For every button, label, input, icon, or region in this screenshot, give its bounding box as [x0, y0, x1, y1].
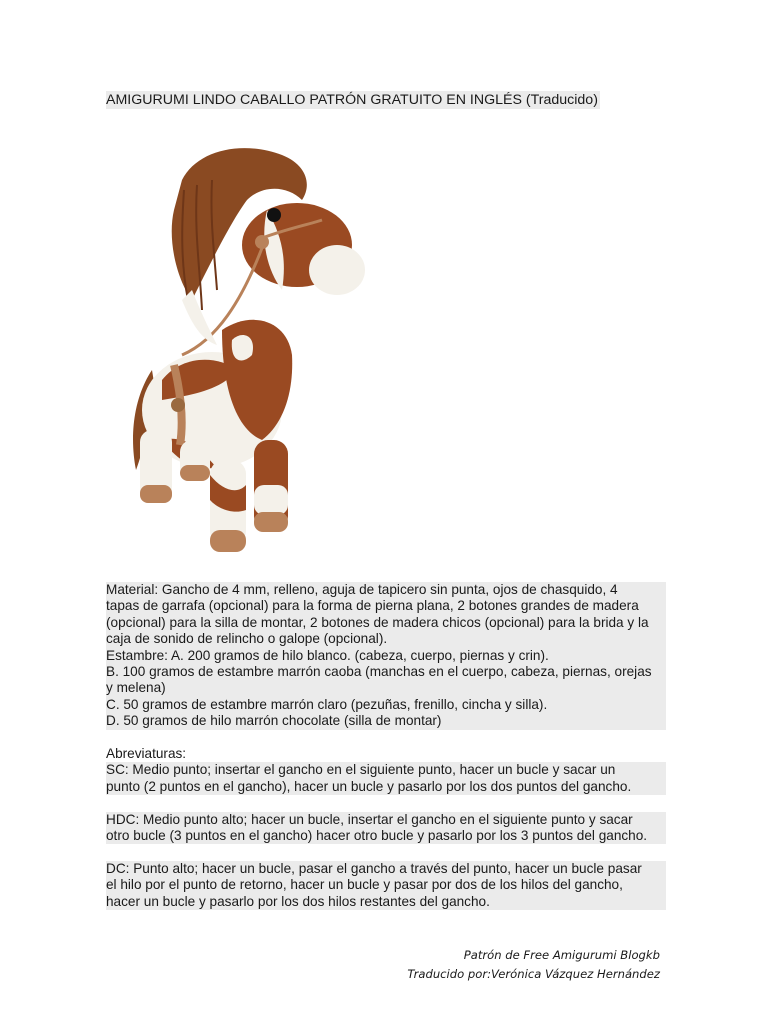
materials-line: Estambre: A. 200 gramos de hilo blanco. (cabeza, cuerpo, piernas y crin).	[106, 648, 666, 664]
materials-line: tapas de garrafa (opcional) para la forma de pierna plana, 2 botones grandes de madera	[106, 598, 666, 614]
abbreviation-line: otro bucle (3 puntos en el gancho) hacer otro bucle y pasarlo por los 3 puntos del gancho.	[106, 828, 666, 844]
abbreviation-line: SC: Medio punto; insertar el gancho en el siguiente punto, hacer un bucle y sacar un	[106, 762, 666, 778]
abbreviation-sc	[106, 762, 666, 795]
document-title: AMIGURUMI LINDO CABALLO PATRÓN GRATUITO EN INGLÉS (Traducido)	[106, 92, 598, 108]
materials-line: B. 100 gramos de estambre marrón caoba (manchas en el cuerpo, cabeza, piernas, orejas	[106, 664, 666, 680]
abbreviation-line: punto (2 puntos en el gancho), hacer un bucle y pasarlo por los dos puntos del gancho.	[106, 779, 666, 795]
materials-line: Material: Gancho de 4 mm, relleno, aguja de tapicero sin punta, ojos de chasquido, 4	[106, 582, 666, 598]
materials-line: D. 50 gramos de hilo marrón chocolate (silla de montar)	[106, 713, 666, 729]
materials-line: (opcional) para la silla de montar, 2 botones de madera chicos (opcional) para la brida y la	[106, 615, 666, 631]
crochet-horse-photo	[122, 140, 368, 570]
abbreviation-line: el hilo por el punto de retorno, hacer un bucle y pasar por dos de los hilos del gancho,	[106, 877, 666, 893]
materials-block	[106, 582, 666, 730]
abbreviations-heading: Abreviaturas:	[106, 746, 187, 762]
materials-line: C. 50 gramos de estambre marrón claro (pezuñas, frenillo, cincha y silla).	[106, 697, 666, 713]
materials-line: y melena)	[106, 680, 666, 696]
footer-translator: Traducido por:Verónica Vázquez Hernández	[407, 967, 660, 981]
abbreviation-dc	[106, 861, 666, 910]
materials-line: caja de sonido de relincho o galope (opcional).	[106, 631, 666, 647]
abbreviation-hdc	[106, 812, 666, 845]
footer-source: Patrón de Free Amigurumi Blogkb	[463, 948, 660, 962]
abbreviation-line: hacer un bucle y pasarlo por los dos hilos restantes del gancho.	[106, 894, 666, 910]
abbreviation-line: HDC: Medio punto alto; hacer un bucle, insertar el gancho en el siguiente punto y sacar	[106, 812, 666, 828]
abbreviation-line: DC: Punto alto; hacer un bucle, pasar el gancho a través del punto, hacer un bucle pasar	[106, 861, 666, 877]
footer-credits	[407, 946, 660, 984]
pattern-text	[106, 582, 666, 910]
